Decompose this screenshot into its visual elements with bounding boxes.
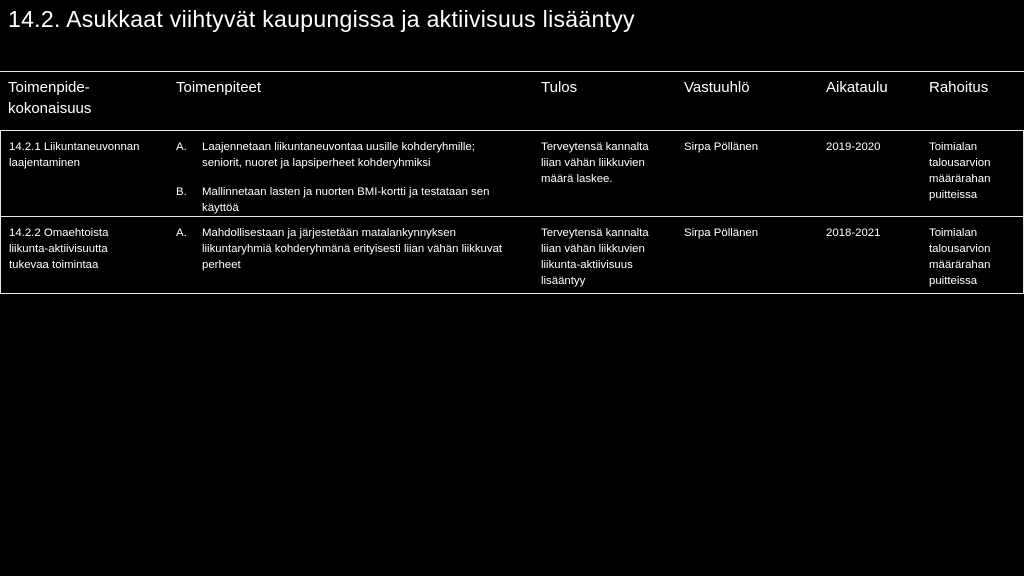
header-kokonaisuus	[8, 77, 91, 119]
row1-action-a-letter: A.	[176, 141, 187, 153]
row1-action-b-letter: B.	[176, 186, 187, 198]
header-tulos: Tulos	[541, 79, 578, 96]
row1-action-b-line: käyttöä	[202, 202, 239, 214]
row2-kokonaisuus-line: tukevaa toimintaa	[9, 259, 99, 271]
row2-rahoitus-line: puitteissa	[929, 275, 978, 287]
row2-rahoitus	[929, 225, 990, 289]
row1-rahoitus-line: puitteissa	[929, 189, 978, 201]
row2-rahoitus-line: Toimialan	[929, 227, 978, 239]
row1-rahoitus	[929, 139, 990, 203]
row2-action-a-line: liikuntaryhmiä kohderyhmänä erityisesti liian vähän liikkuvat	[202, 243, 503, 255]
row2-action-a-letter: A.	[176, 227, 187, 239]
table-border-bottom	[0, 293, 1024, 294]
row2-rahoitus-line: määrärahan	[929, 259, 991, 271]
row1-kokonaisuus-line: laajentaminen	[9, 157, 80, 169]
row1-tulos-line: Terveytensä kannalta	[541, 141, 649, 153]
row1-kokonaisuus	[9, 139, 139, 171]
row1-action-b-line: Mallinnetaan lasten ja nuorten BMI-kortti ja testataan sen	[202, 186, 490, 198]
table-border-left	[0, 130, 1, 293]
row2-tulos-line: liikunta-aktiivisuus	[541, 259, 633, 271]
row2-aikataulu: 2018-2021	[826, 227, 881, 239]
row2-tulos-line: lisääntyy	[541, 275, 586, 287]
row2-tulos-line: Terveytensä kannalta	[541, 227, 649, 239]
row1-action-b	[176, 184, 489, 216]
row1-action-a-line: Laajennetaan liikuntaneuvontaa uusille kohderyhmille;	[202, 141, 475, 153]
row2-action-a	[176, 225, 502, 273]
header-vastuuhlo: Vastuuhlö	[684, 79, 750, 96]
row2-vastuuhlo: Sirpa Pöllänen	[684, 227, 759, 239]
row2-kokonaisuus	[9, 225, 108, 273]
row1-tulos-line: määrä laskee.	[541, 173, 613, 185]
row1-rahoitus-line: talousarvion	[929, 157, 991, 169]
page-title: 14.2. Asukkaat viihtyvät kaupungissa ja aktiivisuus lisääntyy	[8, 6, 635, 32]
row1-tulos	[541, 139, 649, 187]
header-kokonaisuus-line2: kokonaisuus	[8, 100, 92, 117]
row2-action-a-line: perheet	[202, 259, 241, 271]
header-rahoitus: Rahoitus	[929, 79, 989, 96]
header-aikataulu: Aikataulu	[826, 79, 888, 96]
header-top-divider	[0, 71, 1024, 72]
row1-rahoitus-line: Toimialan	[929, 141, 978, 153]
row1-rahoitus-line: määrärahan	[929, 173, 991, 185]
row2-tulos-line: liian vähän liikkuvien	[541, 243, 645, 255]
row2-tulos	[541, 225, 649, 289]
row1-tulos-line: liian vähän liikkuvien	[541, 157, 645, 169]
row1-vastuuhlo: Sirpa Pöllänen	[684, 141, 759, 153]
row2-kokonaisuus-line: liikunta-aktiivisuutta	[9, 243, 108, 255]
header-kokonaisuus-line1: Toimenpide-	[8, 79, 90, 96]
table-border-top	[0, 130, 1024, 131]
row2-action-a-line: Mahdollisestaan ja järjestetään matalankynnyksen	[202, 227, 456, 239]
header-toimenpiteet: Toimenpiteet	[176, 79, 262, 96]
row1-action-a-line: seniorit, nuoret ja lapsiperheet kohderyhmiksi	[202, 157, 431, 169]
table-row-divider	[0, 216, 1024, 217]
row1-action-a	[176, 139, 475, 171]
row1-aikataulu: 2019-2020	[826, 141, 881, 153]
row2-rahoitus-line: talousarvion	[929, 243, 991, 255]
row2-kokonaisuus-line: 14.2.2 Omaehtoista	[9, 227, 109, 239]
row1-kokonaisuus-line: 14.2.1 Liikuntaneuvonnan	[9, 141, 140, 153]
